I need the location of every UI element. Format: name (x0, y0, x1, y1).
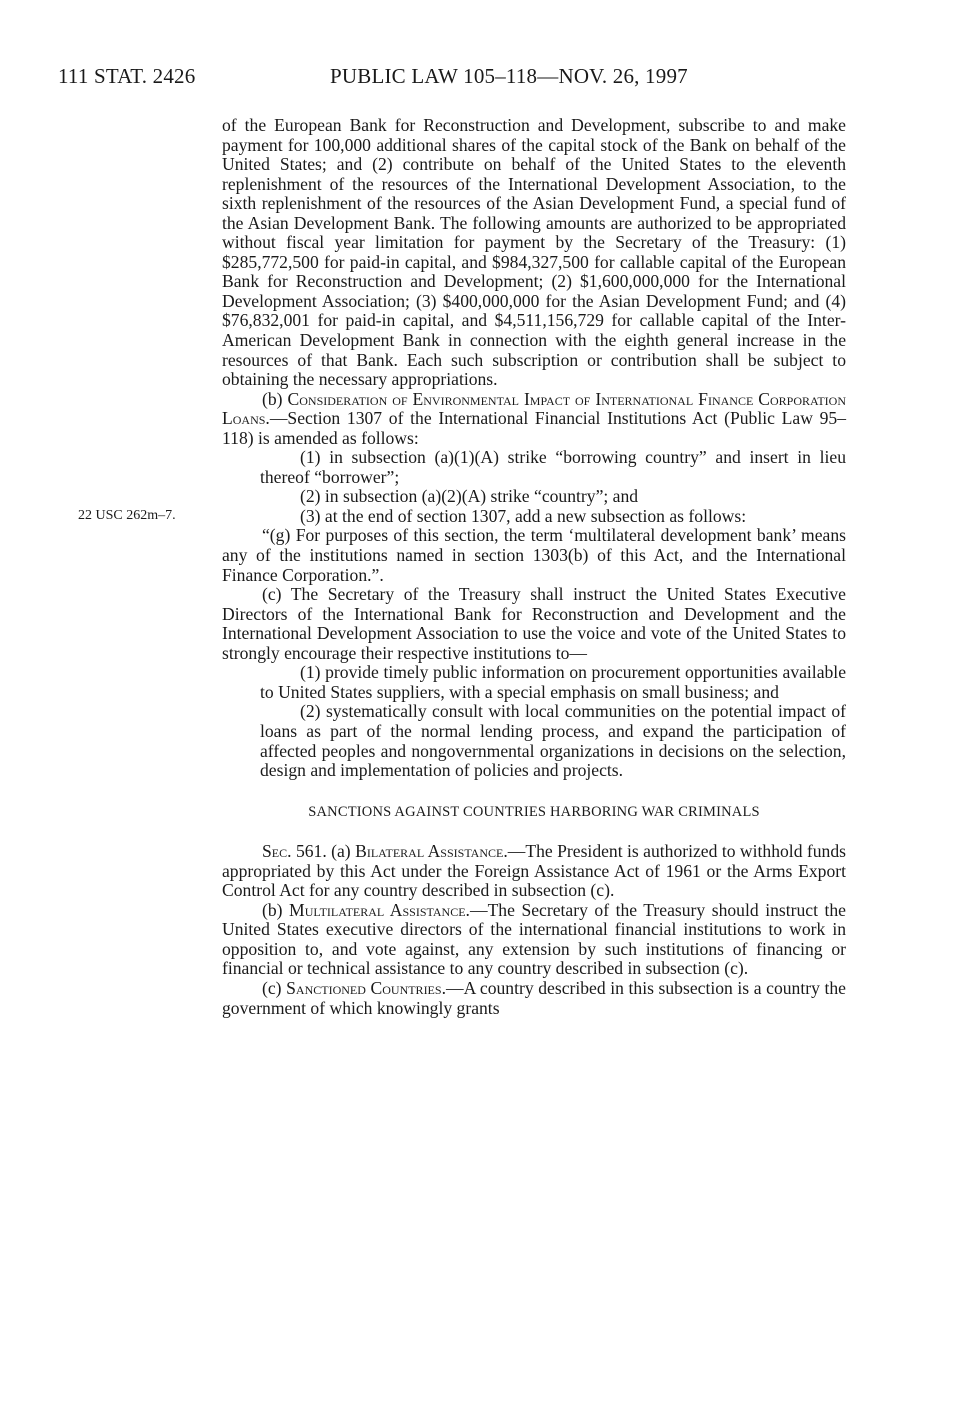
section-561-c-label: (c) (262, 977, 287, 998)
margin-citation: 22 USC 262m–7. (78, 508, 176, 523)
section-heading: SANCTIONS AGAINST COUNTRIES HARBORING WAR CRIMINALS (308, 803, 760, 820)
section-561-b-text: —The Secretary of the Treasury should instruct the United States executive directors of the international financial institutions to work in opposition to, and vote against, any extension by such institutions of financing or financial or technical assistance to any country described in subsection (c). (222, 899, 846, 979)
section-number: . 561. (a) (287, 841, 356, 862)
body-text (222, 116, 846, 1018)
subsection-c: (c) The Secretary of the Treasury shall instruct the United States Executive Directors of the International Bank for Reconstruction and Development and the International Development Association to use the voice and vote of the United States to strongly encourage their respective institutions to— (222, 584, 846, 663)
subsection-b (222, 390, 846, 449)
subsection-b-text: —Section 1307 of the International Financial Institutions Act (Public Law 95–118) is amended as follows: (222, 408, 846, 448)
section-561-c-heading: Sanctioned Countries. (286, 977, 446, 998)
section-label: Sec (262, 841, 288, 862)
running-title: PUBLIC LAW 105–118—NOV. 26, 1997 (330, 64, 688, 88)
section-561-c (222, 979, 846, 1018)
paragraph-b2: (2) in subsection (a)(2)(A) strike “country”; and (300, 486, 639, 507)
page-header (58, 64, 848, 94)
section-561-a-heading: Bilateral Assistance. (355, 841, 508, 862)
section-561-b (222, 901, 846, 979)
paragraph-continuation: of the European Bank for Reconstruction and Development, subscribe to and make payment for 100,000 additional shares of the capital stock of the Bank on behalf of the United States; and (2) contribute on behalf of the United States to the eleventh replenishment of the resources of the International Development Association, to the sixth replenishment of the resources of the Asian Development Fund, a special fund of the Asian Development Bank. The following amounts are authorized to be appropriated without fiscal year limitation for payment by the Secretary of the Treasury: (1) $285,772,500 for paid-in capital, and $984,327,500 for callable capital of the European Bank for Reconstruction and Development; (2) $1,600,000,000 for the International Development Association; (3) $400,000,000 for the Asian Development Fund; and (4) $76,832,001 for paid-in capital, and $4,511,156,729 for callable capital of the Inter-American Development Bank in connection with the eighth general increase in the resources of that Bank. Each such subscription or contribution shall be subject to obtaining the necessary appropriations. (222, 115, 846, 390)
paragraph-b1: (1) in subsection (a)(1)(A) strike “borrowing country” and insert in lieu thereof “borrower”; (260, 447, 846, 487)
paragraph-b3: (3) at the end of section 1307, add a new subsection as follows: (300, 505, 747, 526)
paragraph-c1: (1) provide timely public information on procurement opportunities available to United States suppliers, with a special emphasis on small business; and (260, 662, 846, 702)
section-561-b-heading: Multilateral Assistance. (289, 899, 470, 920)
quoted-subsection-g: “(g) For purposes of this section, the term ‘multilateral development bank’ means any of the institutions named in section 1303(b) of this Act, and the International Finance Corporation.”. (222, 525, 846, 585)
paragraph-c2: (2) systematically consult with local communities on the potential impact of loans as part of the normal lending process, and expand the participation of affected peoples and nongovernmental organizations in decisions on the selection, design and implementation of policies and projects. (260, 701, 846, 781)
subsection-b-heading: Consideration of Environmental Impact of International Finance Corporation Loans. (222, 388, 846, 429)
subsection-b-label: (b) (262, 388, 288, 409)
section-561-c-text: —A country described in this subsection is a country the government of which knowingly grants (222, 977, 846, 1018)
section-561-a-text: —The President is authorized to withhold funds appropriated by this Act under the Foreign Assistance Act of 1961 or the Arms Export Control Act for any country described in subsection (c). (222, 841, 846, 901)
section-561-a (222, 842, 846, 901)
statute-page-number: 111 STAT. 2426 (58, 64, 196, 88)
section-561-b-label: (b) (262, 899, 290, 920)
